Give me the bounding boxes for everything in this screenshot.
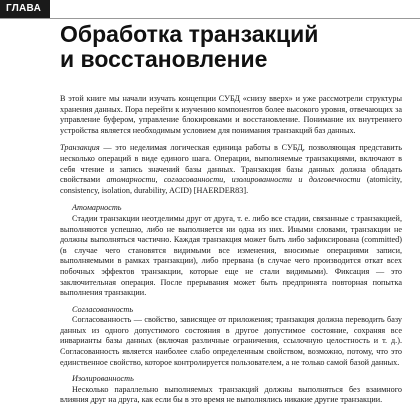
section-text: Согласованность — свойство, зависящее от приложения; транзакция должна переводить базу данных из одного допустимого состояния в другое допустимое состояние, сохраняя все инварианты базы данных (включая различные ограничения, ссылочную целостность и т. д.). Согласованность является наиболее слабо определенным свойством, возможно, потому, что это единственное свойство, которое контролируется пользователем, а не только самой базой данных. bbox=[60, 315, 402, 367]
section-heading: Атомарность bbox=[72, 203, 122, 213]
section-atomicity bbox=[60, 203, 402, 298]
chapter-title-line1: Обработка транзакций bbox=[60, 21, 319, 47]
section-heading: Согласованность bbox=[72, 304, 134, 314]
chapter-label: ГЛАВА 5 bbox=[0, 0, 50, 18]
chapter-title-line2: и восстановление bbox=[60, 46, 268, 72]
chapter-title bbox=[60, 22, 400, 72]
section-text: Стадии транзакции неотделимы друг от друга, т. е. либо все стадии, связанные с транзакцией, выполняются успешно, либо не выполняется ни одна из них. Иными словами, транзакции не должны выполняться частично. Каждая транзакция может быть либо зафиксирована (committed) (в случае чего становятся видимыми все изменения, вносимые операциями записи, выполняемыми в рамках транзакции), либо прервана (в случае чего производится откат всех побочных эффектов транзакции, которые еще не стали видимыми). Фиксация — это заключительная операция. После прерывания может быть предпринята повторная попытка выполнения транзакции. bbox=[60, 213, 402, 298]
body-text bbox=[60, 94, 402, 412]
definition-properties: атомарности, согласованности, изолированности и долговечности bbox=[106, 175, 361, 185]
chapter-header-bar bbox=[0, 0, 420, 32]
definition-term: Транзакция bbox=[60, 143, 100, 153]
definition-paragraph bbox=[60, 143, 402, 196]
section-text: Несколько параллельно выполняемых транзакций должны выполняться без взаимного влияния друг на друга, как если бы в это время не выполнялись никакие другие транзакции. bbox=[60, 384, 402, 405]
section-consistency bbox=[60, 305, 402, 369]
definition-tail: (atomicity, consistency, isolation, durability, ACID) [HAERDER83]. bbox=[60, 175, 402, 195]
section-isolation bbox=[60, 374, 402, 406]
definition-text: — это неделимая логическая единица работы в СУБД, позволяющая представить несколько операций в виде единого шага. Операции, выполняемые транзакциями, включают в себя чтение и запись значений базы данных. Транзакция базы данных должна обладать свойствами bbox=[60, 143, 402, 185]
section-heading: Изолированность bbox=[72, 374, 134, 384]
intro-paragraph: В этой книге мы начали изучать концепции СУБД «снизу вверх» и уже рассмотрели структуры хранения данных. Пора перейти к изучению компонентов более высокого уровня, отвечающих за управление буфером, управление блокировками и восстановление. Понимание их внутреннего устройства является необходимым условием для понимания транзакций баз данных. bbox=[60, 94, 402, 135]
